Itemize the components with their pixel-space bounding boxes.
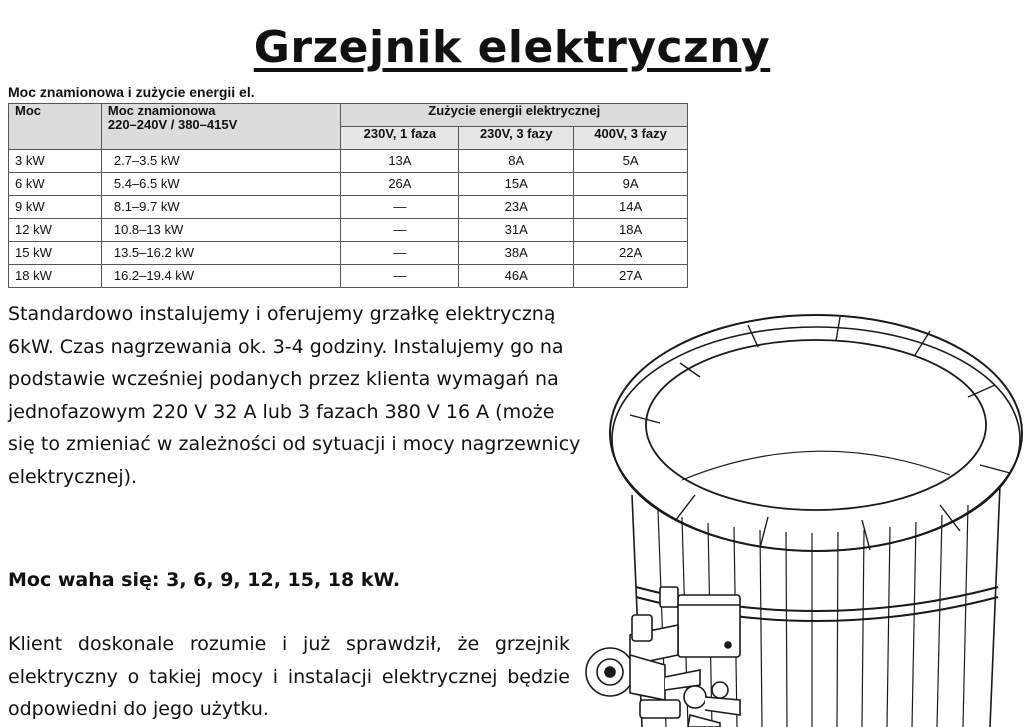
table-header-row <box>9 104 688 127</box>
cell-range: 13.5–16.2 kW <box>101 242 341 265</box>
header-rated-power-line1: Moc znamionowa <box>107 103 216 118</box>
cell-range: 5.4–6.5 kW <box>101 173 341 196</box>
cell-400v-3f: 18A <box>574 219 688 242</box>
table-row <box>9 173 688 196</box>
hot-tub-illustration <box>570 305 1024 727</box>
header-230v-1-phase: 230V, 1 faza <box>341 127 459 150</box>
cell-230v-3f: 8A <box>459 150 574 173</box>
customer-note-paragraph: Klient doskonale rozumie i już sprawdził, że grzejnik elektryczny o takiej mocy i instalacji elektrycznej będzie odpowiedni do jego użytku. <box>8 633 570 720</box>
page-title: Grzejnik elektryczny <box>253 22 771 73</box>
cell-moc: 9 kW <box>9 196 102 219</box>
cell-230v-3f: 38A <box>459 242 574 265</box>
table-row <box>9 150 688 173</box>
header-rated-power-line2: 220–240V / 380–415V <box>107 117 238 133</box>
cell-400v-3f: 22A <box>574 242 688 265</box>
description-paragraph: Standardowo instalujemy i oferujemy grzałkę elektryczną 6kW. Czas nagrzewania ok. 3-4 godziny. Instalujemy go na podstawie wcześniej podanych przez klienta wymagań na jednofazowym 220 V 32 A lub 3 fazach 380 V 16 A (może się to zmieniać w zależności od sytuacji i mocy nagrzewnicy elektrycznej). <box>8 303 581 488</box>
header-400v-3-phase: 400V, 3 fazy <box>574 127 688 150</box>
cell-230v-1f: — <box>341 242 459 265</box>
cell-range: 8.1–9.7 kW <box>101 196 341 219</box>
cell-230v-1f: — <box>341 219 459 242</box>
table-row <box>9 219 688 242</box>
cell-moc: 15 kW <box>9 242 102 265</box>
cell-range: 10.8–13 kW <box>101 219 341 242</box>
table-caption: Moc znamionowa i zużycie energii el. <box>8 84 255 100</box>
table-row <box>9 196 688 219</box>
cell-230v-3f: 31A <box>459 219 574 242</box>
cell-230v-1f: — <box>341 265 459 288</box>
cell-230v-1f: — <box>341 196 459 219</box>
cell-230v-3f: 23A <box>459 196 574 219</box>
cell-230v-3f: 15A <box>459 173 574 196</box>
cell-moc: 3 kW <box>9 150 102 173</box>
cell-moc: 18 kW <box>9 265 102 288</box>
header-230v-3-phase: 230V, 3 fazy <box>459 127 574 150</box>
cell-400v-3f: 14A <box>574 196 688 219</box>
cell-400v-3f: 27A <box>574 265 688 288</box>
table-row <box>9 265 688 288</box>
cell-range: 16.2–19.4 kW <box>101 265 341 288</box>
cell-230v-1f: 13A <box>341 150 459 173</box>
cell-400v-3f: 9A <box>574 173 688 196</box>
cell-230v-1f: 26A <box>341 173 459 196</box>
power-range-statement: Moc waha się: 3, 6, 9, 12, 15, 18 kW. <box>8 569 401 591</box>
cell-400v-3f: 5A <box>574 150 688 173</box>
cell-moc: 6 kW <box>9 173 102 196</box>
header-moc: Moc <box>9 104 102 150</box>
table-row <box>9 242 688 265</box>
cell-moc: 12 kW <box>9 219 102 242</box>
header-rated-power <box>101 104 341 150</box>
cell-range: 2.7–3.5 kW <box>101 150 341 173</box>
header-consumption-group: Zużycie energii elektrycznej <box>341 104 688 127</box>
cell-230v-3f: 46A <box>459 265 574 288</box>
power-spec-table <box>8 103 688 288</box>
